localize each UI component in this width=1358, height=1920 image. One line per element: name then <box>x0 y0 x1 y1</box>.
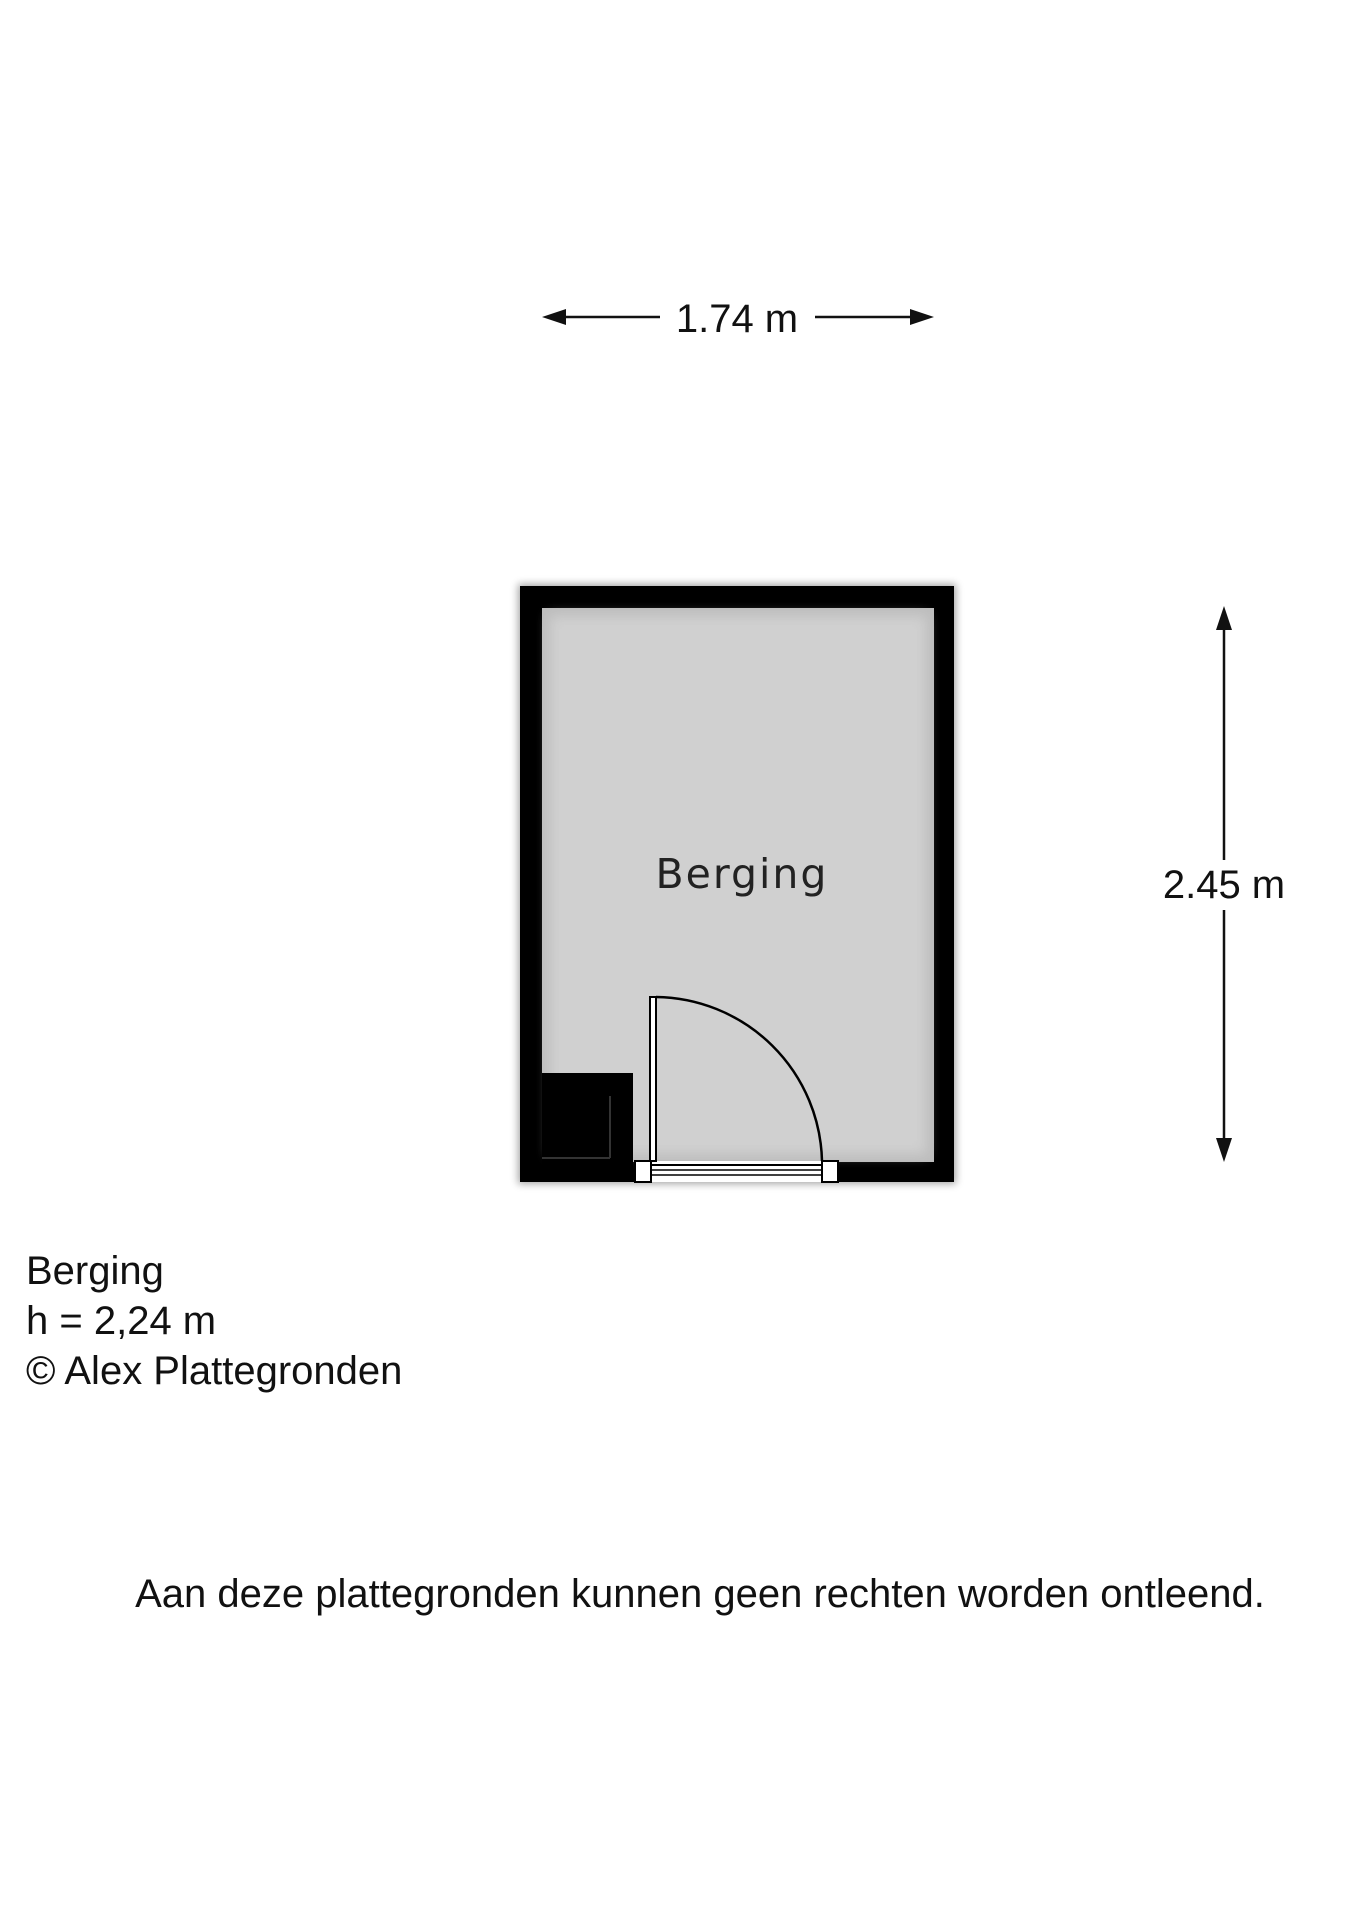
room-info <box>26 1246 402 1396</box>
arrow-left-icon <box>542 309 566 325</box>
door-jamb-left <box>635 1161 651 1182</box>
width-dimension <box>542 297 934 341</box>
disclaimer: Aan deze plattegronden kunnen geen rechten worden ontleend. <box>135 1572 1265 1616</box>
arrow-down-icon <box>1216 1138 1232 1162</box>
height-dimension <box>1163 606 1285 1162</box>
door-leaf <box>650 997 656 1161</box>
room-label: Berging <box>655 850 829 898</box>
room-berging <box>518 584 956 1184</box>
width-dimension-label: 1.74 m <box>675 297 799 341</box>
arrow-up-icon <box>1216 606 1232 630</box>
ceiling-height: h = 2,24 m <box>26 1299 217 1343</box>
copyright-notice: © Alex Plattegronden <box>26 1349 403 1393</box>
door-jamb-right <box>822 1161 838 1182</box>
room-name: Berging <box>26 1249 164 1293</box>
arrow-right-icon <box>910 309 934 325</box>
corner-block <box>542 1073 633 1182</box>
height-dimension-label: 2.45 m <box>1162 863 1286 907</box>
